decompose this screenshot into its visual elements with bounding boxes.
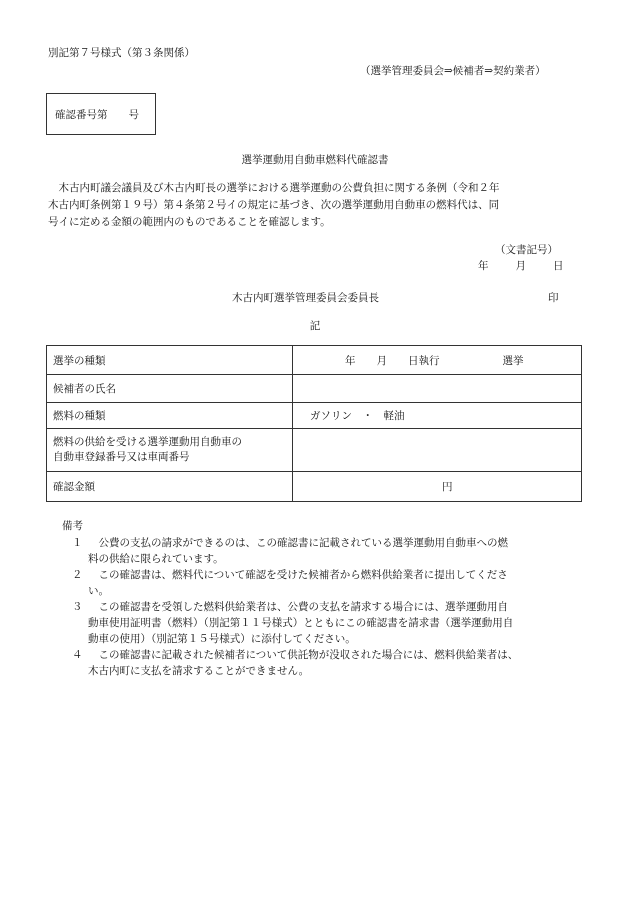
table-row bbox=[47, 346, 582, 375]
row-label: 候補者の氏名 bbox=[47, 375, 293, 403]
details-table bbox=[46, 345, 582, 502]
note-line: 公費の支払の請求ができるのは、この確認書に記載されている選挙運動用自動車への燃 bbox=[88, 537, 508, 549]
issue-date bbox=[478, 258, 564, 274]
row-label-line: 自動車登録番号又は車両番号 bbox=[53, 451, 190, 463]
table-row bbox=[47, 403, 582, 429]
fuel-type-value: ガソリン ・ 軽油 bbox=[310, 410, 405, 422]
note-line: い。 bbox=[88, 585, 109, 597]
seal-mark: 印 bbox=[548, 292, 559, 304]
confirmation-number-label: 確認番号第 号 bbox=[55, 109, 139, 121]
vehicle-number-field bbox=[293, 429, 582, 472]
intro-line: 木古内町条例第１９号）第４条第２号イの規定に基づき、次の選挙運動用自動車の燃料代は、同 bbox=[48, 199, 500, 211]
note-line: 動車使用証明書（燃料）（別記第１１号様式）とともにこの確認書を請求書（選挙運動用自 bbox=[88, 617, 514, 629]
confirmation-number-box bbox=[46, 93, 156, 135]
fuel-type-field bbox=[293, 403, 582, 429]
form-label: 別記第７号様式（第３条関係） bbox=[48, 47, 195, 59]
date-day: 日 bbox=[553, 260, 564, 272]
row-label: 燃料の種類 bbox=[47, 403, 293, 429]
ki-heading: 記 bbox=[309, 320, 321, 332]
intro-line: 号イに定める金額の範囲内のものであることを確認します。 bbox=[48, 216, 331, 228]
amount-unit: 円 bbox=[442, 481, 453, 493]
note-line: 木古内町に支払を請求することができません。 bbox=[88, 665, 310, 677]
note-number: ３ bbox=[72, 601, 83, 613]
note-line: この確認書を受領した燃料供給業者は、公費の支払を請求する場合には、選挙運動用自 bbox=[88, 601, 508, 613]
date-year: 年 bbox=[478, 260, 489, 272]
candidate-name-field bbox=[293, 375, 582, 403]
note-number: ２ bbox=[72, 569, 83, 581]
notes-list bbox=[60, 535, 580, 679]
row-label: 確認金額 bbox=[47, 472, 293, 502]
table-row bbox=[47, 429, 582, 472]
intro-paragraph bbox=[48, 180, 578, 231]
note-number: ４ bbox=[72, 649, 83, 661]
chairman-title: 木古内町選挙管理委員会委員長 bbox=[232, 292, 379, 304]
note-line: 料の供給に限られています。 bbox=[88, 553, 224, 565]
election-type-field bbox=[293, 346, 582, 375]
note-line: この確認書に記載された候補者について供託物が没収された場合には、燃料供給業者は、 bbox=[88, 649, 519, 661]
note-item bbox=[60, 567, 580, 599]
note-number: １ bbox=[72, 537, 83, 549]
confirmed-amount-field bbox=[293, 472, 582, 502]
note-item bbox=[60, 647, 580, 679]
row-label: 選挙の種類 bbox=[47, 346, 293, 375]
note-line: 動車の使用）（別記第１５号様式）に添付してください。 bbox=[88, 633, 356, 645]
election-type-value: 年 月 日執行 選挙 bbox=[345, 354, 524, 367]
row-label-line: 燃料の供給を受ける選挙運動用自動車の bbox=[53, 436, 242, 448]
routing-note: （選挙管理委員会⇒候補者⇒契約業者） bbox=[360, 65, 546, 77]
document-code: （文書記号） bbox=[495, 244, 558, 256]
table-row bbox=[47, 472, 582, 502]
notes-heading: 備考 bbox=[62, 520, 83, 532]
note-item bbox=[60, 535, 580, 567]
note-item bbox=[60, 599, 580, 647]
note-line: この確認書は、燃料代について確認を受けた候補者から燃料供給業者に提出してくださ bbox=[88, 569, 508, 581]
document-title: 選挙運動用自動車燃料代確認書 bbox=[241, 154, 389, 166]
table-row bbox=[47, 375, 582, 403]
row-label bbox=[47, 429, 293, 472]
date-month: 月 bbox=[515, 260, 526, 272]
intro-line: 木古内町議会議員及び木古内町長の選挙における選挙運動の公費負担に関する条例（令和２年 bbox=[48, 182, 500, 194]
